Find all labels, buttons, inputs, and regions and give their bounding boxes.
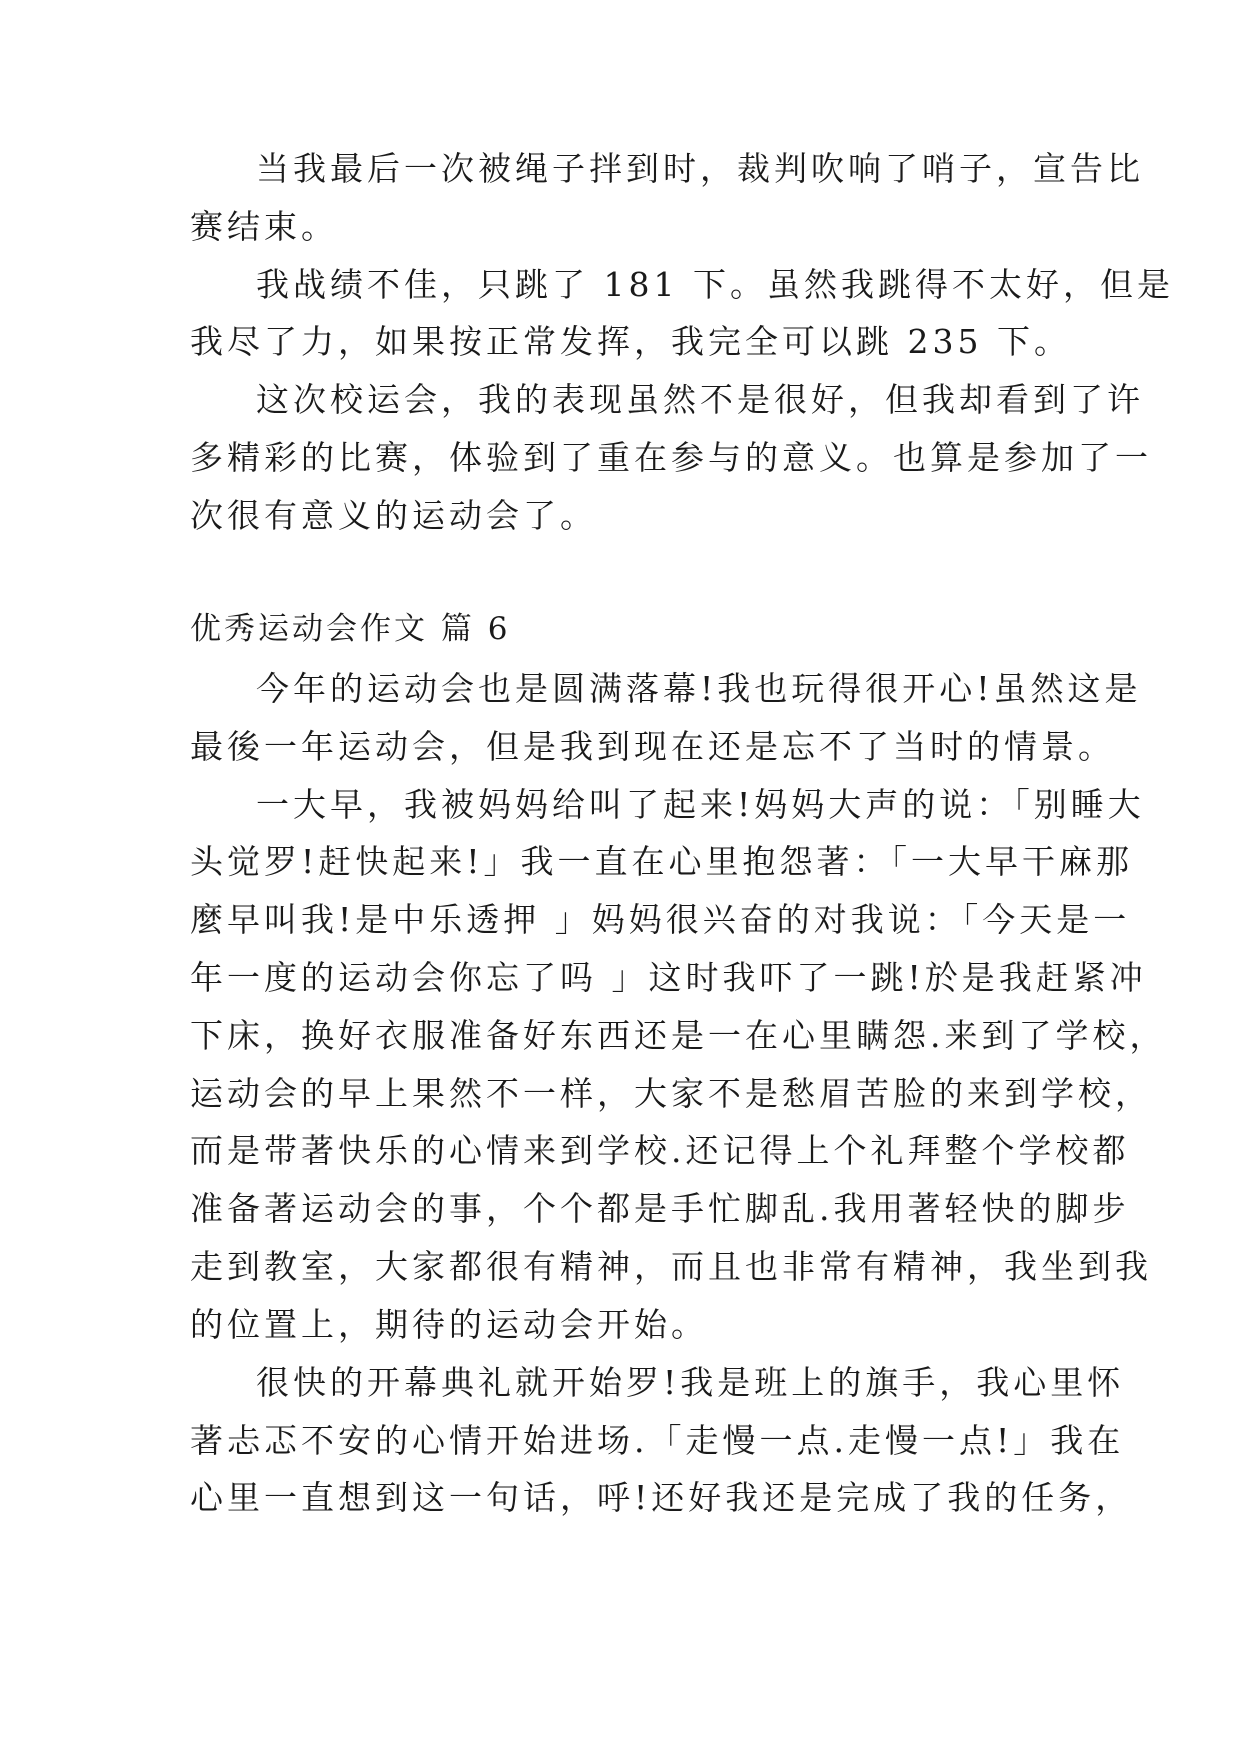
text-line: 很快的开幕典礼就开始罗!我是班上的旗手，我心里怀 xyxy=(256,1363,1125,1402)
text-line: 下床，换好衣服准备好东西还是一在心里瞒怨.来到了学校， xyxy=(190,1016,1167,1055)
text-line: 而是带著快乐的心情来到学校.还记得上个礼拜整个学校都 xyxy=(190,1131,1130,1170)
text-line: 赛结束。 xyxy=(190,207,338,246)
text-line: 多精彩的比赛，体验到了重在参与的意义。也算是参加了一 xyxy=(190,438,1152,477)
text-line: 最後一年运动会，但是我到现在还是忘不了当时的情景。 xyxy=(190,727,1115,766)
text-line: 我战绩不佳，只跳了 181 下。虽然我跳得不太好，但是 xyxy=(256,265,1174,304)
text-line: 头觉罗!赶快起来!」我一直在心里抱怨著：「一大早干麻那 xyxy=(190,842,1134,881)
text-line: 心里一直想到这一句话，呼!还好我还是完成了我的任务， xyxy=(190,1478,1133,1517)
text-line: 运动会的早上果然不一样，大家不是愁眉苦脸的来到学校， xyxy=(190,1074,1152,1113)
text-line: 年一度的运动会你忘了吗 」这时我吓了一跳!於是我赶紧冲 xyxy=(190,958,1147,997)
section-title: 优秀运动会作文 篇 6 xyxy=(190,611,511,647)
text-line: 走到教室，大家都很有精神，而且也非常有精神，我坐到我 xyxy=(190,1247,1152,1286)
text-line: 今年的运动会也是圆满落幕!我也玩得很开心!虽然这是 xyxy=(256,669,1142,708)
text-line: 著忐忑不安的心情开始进场.「走慢一点.走慢一点!」我在 xyxy=(190,1421,1125,1460)
text-line: 我尽了力，如果按正常发挥，我完全可以跳 235 下。 xyxy=(190,322,1071,361)
text-line: 这次校运会，我的表现虽然不是很好，但我却看到了许 xyxy=(256,380,1144,419)
text-line: 一大早，我被妈妈给叫了起来!妈妈大声的说：「别睡大 xyxy=(256,785,1145,824)
text-line: 次很有意义的运动会了。 xyxy=(190,496,597,535)
text-line: 的位置上，期待的运动会开始。 xyxy=(190,1305,708,1344)
text-line: 当我最后一次被绳子拌到时，裁判吹响了哨子，宣告比 xyxy=(256,149,1144,188)
text-line: 麼早叫我!是中乐透押 」妈妈很兴奋的对我说：「今天是一 xyxy=(190,900,1131,939)
text-line: 准备著运动会的事，个个都是手忙脚乱.我用著轻快的脚步 xyxy=(190,1189,1130,1228)
